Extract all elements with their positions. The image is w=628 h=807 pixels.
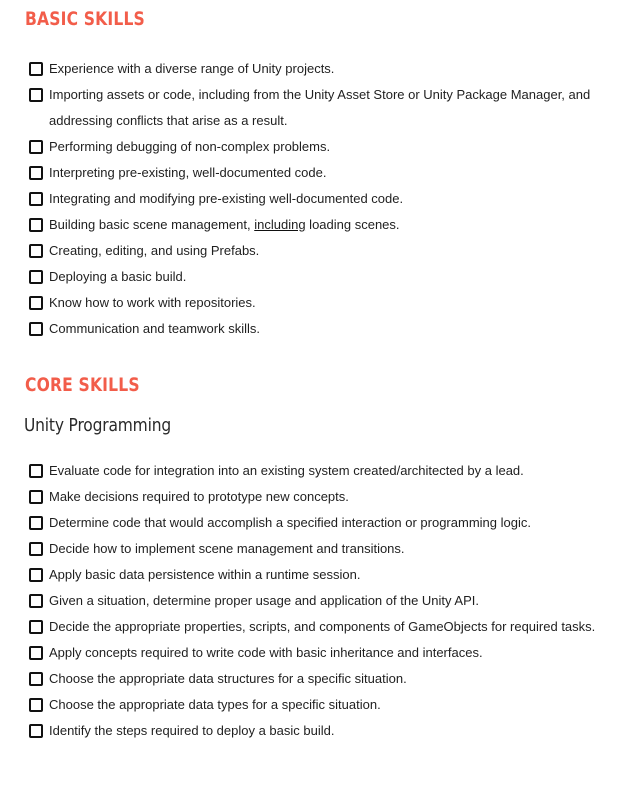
checklist-item-text: Integrating and modifying pre-existing well-documented code. <box>49 191 404 206</box>
checklist-item <box>29 160 609 186</box>
checklist-item <box>29 458 609 484</box>
text-segment: Building basic scene management, <box>49 217 255 232</box>
checklist-item <box>29 316 609 342</box>
checklist-item <box>29 666 609 692</box>
checklist-item <box>29 56 609 82</box>
checkbox[interactable] <box>29 620 43 634</box>
checklist-item-text: Determine code that would accomplish a specified interaction or programming logic. <box>49 515 531 530</box>
checklist-item <box>29 562 609 588</box>
checklist-item <box>29 640 609 666</box>
basic-skills-heading: BASIC SKILLS <box>25 8 145 30</box>
checklist-item <box>29 536 609 562</box>
text-segment: loading scenes. <box>305 217 400 232</box>
checkbox[interactable] <box>29 490 43 504</box>
checklist-item-text: Choose the appropriate data types for a specific situation. <box>49 697 381 712</box>
checklist-item-text: Know how to work with repositories. <box>49 295 256 310</box>
checklist-item-text: Choose the appropriate data structures for a specific situation. <box>49 671 407 686</box>
checklist-item-text: Experience with a diverse range of Unity projects. <box>49 61 335 76</box>
checklist-item-text: Evaluate code for integration into an existing system created/architected by a lead. <box>49 463 524 478</box>
checklist-item <box>29 484 609 510</box>
checkbox[interactable] <box>29 166 43 180</box>
checkbox[interactable] <box>29 296 43 310</box>
checklist-item <box>29 238 609 264</box>
checklist-item-text: Creating, editing, and using Prefabs. <box>49 243 260 258</box>
underlined-word: including <box>254 217 306 232</box>
checklist-item <box>29 718 609 744</box>
checkbox[interactable] <box>29 218 43 232</box>
checkbox[interactable] <box>29 192 43 206</box>
checkbox[interactable] <box>29 594 43 608</box>
checkbox[interactable] <box>29 672 43 686</box>
checkbox[interactable] <box>29 698 43 712</box>
checkbox[interactable] <box>29 542 43 556</box>
checklist-item <box>29 264 609 290</box>
checklist-item <box>29 186 609 212</box>
checklist-item <box>29 588 609 614</box>
checklist-item-text: Performing debugging of non-complex problems. <box>49 139 331 154</box>
checklist-item-text <box>49 217 400 232</box>
checklist-item-text: Decide how to implement scene management and transitions. <box>49 541 405 556</box>
checkbox[interactable] <box>29 140 43 154</box>
checklist-item-text: Given a situation, determine proper usage and application of the Unity API. <box>49 593 479 608</box>
checklist-item-text: Apply concepts required to write code with basic inheritance and interfaces. <box>49 645 483 660</box>
checkbox[interactable] <box>29 724 43 738</box>
checkbox[interactable] <box>29 88 43 102</box>
core-skills-heading: CORE SKILLS <box>25 374 140 396</box>
checklist-item <box>29 692 609 718</box>
checkbox[interactable] <box>29 646 43 660</box>
core-skills-checklist <box>29 458 609 744</box>
checklist-item <box>29 134 609 160</box>
basic-skills-checklist <box>29 56 609 342</box>
checklist-item <box>29 614 609 640</box>
checklist-item <box>29 212 609 238</box>
checklist-item <box>29 510 609 536</box>
checklist-item-text: Importing assets or code, including from the Unity Asset Store or Unity Package Manager, and addressing conflicts that arise as a result. <box>49 87 591 128</box>
checkbox[interactable] <box>29 322 43 336</box>
checkbox[interactable] <box>29 516 43 530</box>
checklist-item-text: Decide the appropriate properties, scripts, and components of GameObjects for required tasks. <box>49 619 596 634</box>
checklist-item-text: Apply basic data persistence within a runtime session. <box>49 567 361 582</box>
checklist-item-text: Identify the steps required to deploy a basic build. <box>49 723 335 738</box>
unity-programming-subheading: Unity Programming <box>24 415 172 436</box>
checklist-item <box>29 82 609 134</box>
checkbox[interactable] <box>29 464 43 478</box>
checklist-item-text: Interpreting pre-existing, well-documented code. <box>49 165 327 180</box>
checklist-item <box>29 290 609 316</box>
checkbox[interactable] <box>29 270 43 284</box>
checklist-item-text: Communication and teamwork skills. <box>49 321 260 336</box>
checkbox[interactable] <box>29 568 43 582</box>
checkbox[interactable] <box>29 244 43 258</box>
checklist-item-text: Make decisions required to prototype new concepts. <box>49 489 349 504</box>
checkbox[interactable] <box>29 62 43 76</box>
checklist-item-text: Deploying a basic build. <box>49 269 187 284</box>
